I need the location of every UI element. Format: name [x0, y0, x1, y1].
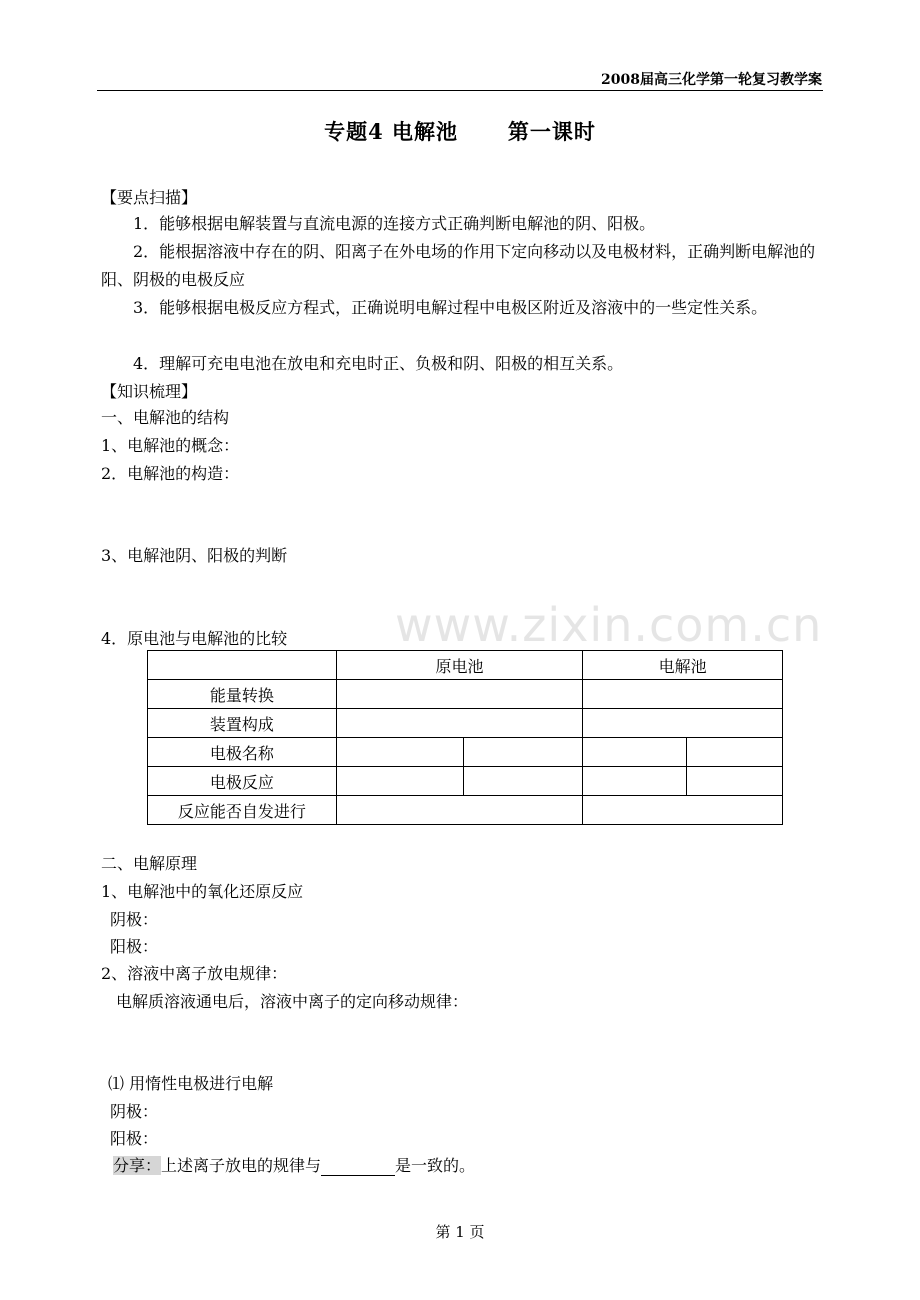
table-row — [148, 680, 783, 709]
table-header-electrolytic-cell: 电解池 — [583, 651, 783, 680]
part1-item-concept: 1、电解池的概念： — [101, 436, 240, 455]
cathode-label: 阴极： — [110, 910, 159, 929]
table-cell — [583, 709, 783, 738]
part2-item-redox: 1、电解池中的氧化还原反应 — [101, 882, 304, 901]
part2-item-discharge: 2、溶液中离子放电规律： — [101, 964, 288, 983]
table-cell — [687, 738, 783, 767]
table-cell — [464, 767, 583, 796]
page-title: 专题4 电解池 第一课时 — [324, 119, 596, 144]
migration-rule: 电解质溶液通电后，溶液中离子的定向移动规律： — [116, 992, 469, 1011]
cathode-label-2: 阴极： — [110, 1102, 159, 1121]
table-cell — [336, 709, 583, 738]
table-cell — [583, 796, 783, 825]
part1-heading: 一、电解池的结构 — [101, 408, 230, 427]
knowledge-heading: 【知识梳理】 — [101, 382, 198, 401]
running-header: 2008届高三化学第一轮复习教学案 — [601, 72, 822, 88]
table-header-empty — [148, 651, 337, 680]
inert-electrode-item: ⑴ 用惰性电极进行电解 — [108, 1074, 274, 1093]
table-cell — [336, 796, 583, 825]
table-row — [148, 709, 783, 738]
row-label-electrode-reaction: 电极反应 — [148, 767, 337, 796]
table-row — [148, 767, 783, 796]
table-cell — [464, 738, 583, 767]
share-text-before: 上述离子放电的规律与 — [161, 1156, 322, 1175]
table-cell — [583, 738, 687, 767]
key-point-1: 1．能够根据电解装置与直流电源的连接方式正确判断电解池的阴、阳极。 — [133, 214, 656, 233]
row-label-energy: 能量转换 — [148, 680, 337, 709]
table-row — [148, 796, 783, 825]
table-row — [148, 738, 783, 767]
anode-label: 阳极： — [110, 937, 159, 956]
table-header-row — [148, 651, 783, 680]
share-label: 分享： — [113, 1156, 162, 1175]
share-text-after: 是一致的。 — [395, 1156, 476, 1175]
header-rule — [97, 90, 823, 91]
part1-item-electrode-judgement: 3、电解池阴、阳极的判断 — [101, 546, 288, 565]
table-cell — [583, 680, 783, 709]
part1-item-structure: 2．电解池的构造： — [101, 464, 240, 483]
row-label-electrode-name: 电极名称 — [148, 738, 337, 767]
watermark: www.zixin.com.cn — [395, 598, 823, 652]
row-label-device: 装置构成 — [148, 709, 337, 738]
table-cell — [336, 680, 583, 709]
table-cell — [336, 738, 464, 767]
share-line — [113, 1156, 475, 1176]
row-label-spontaneous: 反应能否自发进行 — [148, 796, 337, 825]
page-number: 第 1 页 — [435, 1223, 485, 1241]
fill-in-blank[interactable] — [321, 1157, 395, 1176]
comparison-table — [147, 650, 783, 825]
table-header-galvanic-cell: 原电池 — [336, 651, 583, 680]
key-points-heading: 【要点扫描】 — [101, 188, 198, 207]
part2-heading: 二、电解原理 — [101, 854, 198, 873]
key-point-2: 2．能根据溶液中存在的阴、阳离子在外电场的作用下定向移动以及电极材料，正确判断电解池的阳、阴极的电极反应 — [101, 242, 816, 289]
key-point-4: 4．理解可充电电池在放电和充电时正、负极和阴、阳极的相互关系。 — [133, 354, 624, 373]
part1-item-comparison: 4．原电池与电解池的比较 — [101, 629, 288, 648]
anode-label-2: 阳极： — [110, 1129, 159, 1148]
table-cell — [583, 767, 687, 796]
table-cell — [687, 767, 783, 796]
key-point-3: 3．能够根据电极反应方程式，正确说明电解过程中电极区附近及溶液中的一些定性关系。 — [133, 298, 768, 317]
table-cell — [336, 767, 464, 796]
